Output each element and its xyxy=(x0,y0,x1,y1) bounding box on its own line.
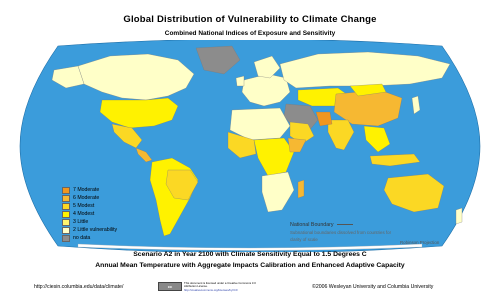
scenario-caption: Scenario A2 in Year 2100 with Climate Sensitivity Equal to 1.5 Degrees C xyxy=(133,251,367,258)
legend-item-3 xyxy=(62,218,117,226)
legend-label: 7 Moderate xyxy=(73,187,100,193)
map-title: Global Distribution of Vulnerability to Climate Change xyxy=(123,14,377,25)
legend-label: 3 Little xyxy=(73,219,89,225)
calibration-caption: Annual Mean Temperature with Aggregate Impacts Calibration and Enhanced Adaptive Capacity xyxy=(95,262,405,269)
legend-swatch xyxy=(62,211,70,218)
legend-item-7 xyxy=(62,186,117,194)
map-subtitle: Combined National Indices of Exposure and Sensitivity xyxy=(164,30,336,37)
license-statement: This document is licensed under a Creative Commons 3.0 Attribution License. xyxy=(184,281,256,289)
legend-item-4 xyxy=(62,210,117,218)
legend-swatch xyxy=(62,235,70,242)
license-text xyxy=(184,282,264,292)
legend-swatch xyxy=(62,227,70,234)
boundary-legend xyxy=(290,222,400,243)
legend-swatch xyxy=(62,195,70,202)
legend-label: 4 Modest xyxy=(73,211,95,217)
legend-label: 2 Little vulnerability xyxy=(73,227,118,233)
legend-label: no data xyxy=(73,235,91,241)
projection-label: Robinson Projection xyxy=(400,240,440,245)
boundary-note: Subnational boundaries dissolved from countries for clarity of scale xyxy=(290,230,392,242)
land-madagascar xyxy=(298,180,304,198)
legend-item-5 xyxy=(62,202,117,210)
legend-item-no-data xyxy=(62,234,117,242)
legend-label: 6 Moderate xyxy=(73,195,100,201)
boundary-line-sample xyxy=(337,224,353,225)
legend-label: 5 Modest xyxy=(73,203,95,209)
license-link[interactable]: http://creativecommons.org/licenses/by/3.0/ xyxy=(184,287,238,292)
legend xyxy=(62,186,117,242)
legend-swatch xyxy=(62,219,70,226)
legend-swatch xyxy=(62,187,70,194)
creative-commons-icon[interactable]: cc xyxy=(158,282,182,291)
legend-swatch xyxy=(62,203,70,210)
legend-item-2 xyxy=(62,226,117,234)
legend-item-6 xyxy=(62,194,117,202)
license-block xyxy=(158,282,264,292)
copyright: ©2006 Wesleyan University and Columbia University xyxy=(312,284,434,290)
boundary-label: National Boundary xyxy=(290,222,334,228)
source-url[interactable]: http://ciesin.columbia.edu/data/climate/ xyxy=(34,284,124,290)
land-new-zealand xyxy=(456,208,462,224)
